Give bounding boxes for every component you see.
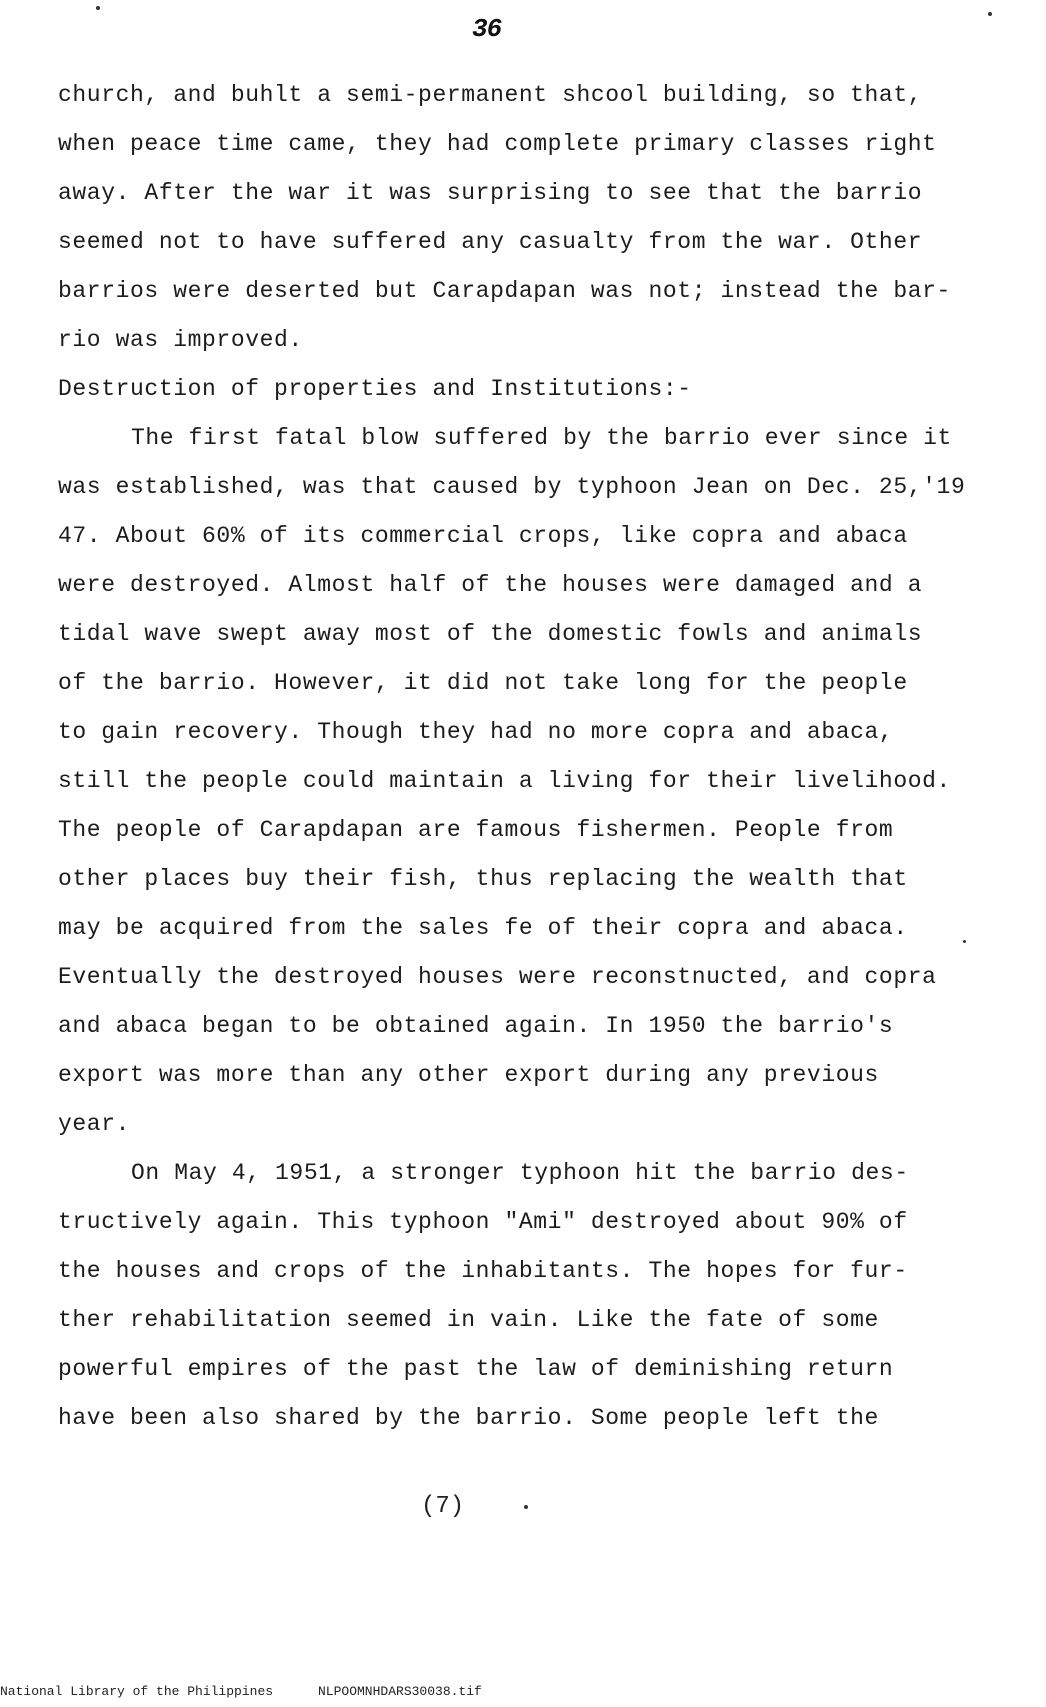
text-line: 47. About 60% of its commercial crops, like copra and abaca [58,523,908,549]
section-heading: Destruction of properties and Institutions:- [58,376,692,402]
text-line: the houses and crops of the inhabitants. The hopes for fur- [58,1258,908,1284]
text-line: were destroyed. Almost half of the houses were damaged and a [58,572,923,598]
text-line: may be acquired from the sales fe of their copra and abaca. [58,915,908,941]
text-line: and abaca began to be obtained again. In 1950 the barrio's [58,1013,894,1039]
text-line: year. [58,1111,131,1137]
text-line: have been also shared by the barrio. Some people left the [58,1405,879,1431]
text-line: tructively again. This typhoon "Ami" destroyed about 90% of [58,1209,908,1235]
text-line: barrios were deserted but Carapdapan was not; instead the bar- [58,278,951,304]
text-line: The people of Carapdapan are famous fishermen. People from [58,817,894,843]
text-line: On May 4, 1951, a stronger typhoon hit the barrio des- [131,1160,909,1186]
ink-speck [963,940,966,943]
handwritten-page-number: 36 [472,14,502,44]
text-line: of the barrio. However, it did not take long for the people [58,670,908,696]
ink-speck [524,1505,528,1509]
text-line: export was more than any other export during any previous [58,1062,879,1088]
text-line: The first fatal blow suffered by the barrio ever since it [131,425,952,451]
text-line: seemed not to have suffered any casualty from the war. Other [58,229,923,255]
text-line: still the people could maintain a living for their livelihood. [58,768,951,794]
text-line: powerful empires of the past the law of deminishing return [58,1356,894,1382]
text-line: was established, was that caused by typhoon Jean on Dec. 25,'19 [58,474,966,500]
filename-caption: NLPOOMNHDARS30038.tif [318,1684,482,1699]
footer-page-number: (7) [421,1493,465,1520]
text-line: Eventually the destroyed houses were reconstnucted, and copra [58,964,937,990]
text-line: when peace time came, they had complete primary classes right [58,131,937,157]
text-line: ther rehabilitation seemed in vain. Like the fate of some [58,1307,879,1333]
ink-speck [988,12,992,16]
source-caption: National Library of the Philippines [0,1684,274,1699]
text-line: church, and buhlt a semi-permanent shcool building, so that, [58,82,923,108]
text-line: to gain recovery. Though they had no more copra and abaca, [58,719,894,745]
text-line: tidal wave swept away most of the domestic fowls and animals [58,621,923,647]
ink-speck [96,6,100,10]
text-line: away. After the war it was surprising to see that the barrio [58,180,923,206]
text-line: rio was improved. [58,327,303,353]
text-line: other places buy their fish, thus replacing the wealth that [58,866,908,892]
